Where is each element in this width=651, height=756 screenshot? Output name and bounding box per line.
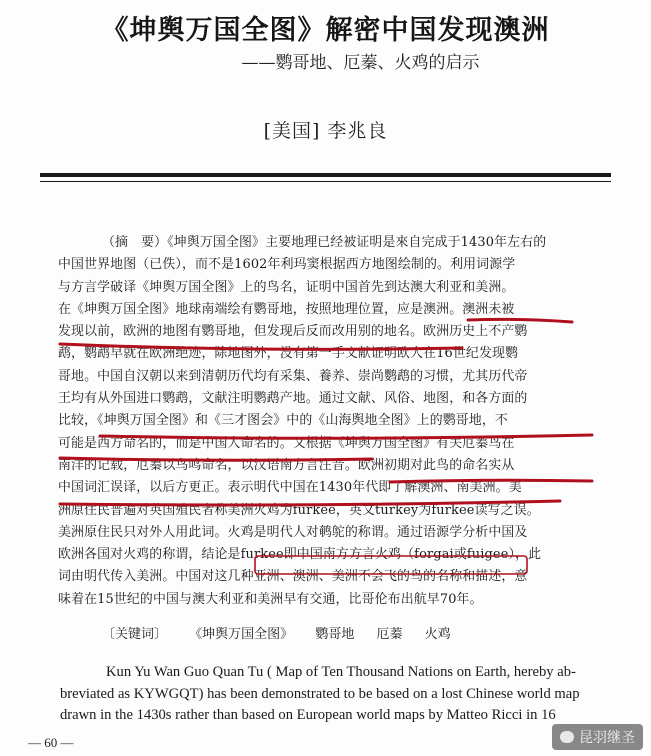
- abstract: [58, 232, 593, 611]
- abstract-line: 在《坤舆万国全图》地球南端绘有鹦哥地，按照地理位置，应是澳洲。澳洲未被: [58, 301, 515, 317]
- page-number: — 60 —: [28, 735, 74, 750]
- abstract-line: 可能是西方命名的，而是中国人命名的。又根据《坤舆万国全图》有关厄蓁鸟在: [58, 435, 515, 451]
- abstract-line: 与方言学破译《坤舆万国全图》上的鸟名，证明中国首先到达澳大利亚和美洲。: [58, 279, 515, 295]
- keyword: 《坤舆万国全图》: [189, 627, 294, 642]
- header-rule-thick: [40, 173, 611, 177]
- english-line: breviated as KYWGQT) has been demonstrated to be based on a lost Chinese world map: [60, 685, 580, 702]
- author-line: [美国] 李兆良: [263, 120, 388, 142]
- english-abstract: [60, 662, 620, 727]
- english-line: drawn in the 1430s rather than based on European world maps by Matteo Ricci in 16: [60, 707, 556, 723]
- abstract-line: （摘 要）《坤舆万国全图》主要地理已经被证明是來自完成于1430年左右的: [102, 235, 547, 250]
- keywords-label: 〔关键词〕: [102, 627, 168, 642]
- abstract-line: 中国词汇误译，以后方更正。表示明代中国在1430年代即了解澳洲、南美洲。美: [58, 480, 522, 496]
- article-title: 《坤舆万国全图》解密中国发现澳洲: [101, 15, 550, 46]
- keyword: 鹦哥地: [315, 627, 355, 642]
- abstract-line: 欧洲各国对火鸡的称谓，结论是furkee即中国南方方言火鸡（forgai或fuigee），此: [58, 547, 542, 563]
- abstract-line: 洲原住民普遍对英国殖民者称美洲火鸡为furkee，英文turkey为furkee读写之误。: [58, 502, 540, 518]
- abstract-line: 王均有从外国进口鹦鹉，文献注明鹦鹉产地。通过文献、风俗、地图，和各方面的: [58, 391, 528, 407]
- abstract-line: 味着在15世纪的中国与澳大利亚和美洲早有交通，比哥伦布出航早70年。: [58, 591, 483, 607]
- keyword: 厄蓁: [376, 627, 403, 642]
- abstract-line: 鹉，鹦鹉早就在欧洲绝迹，除地图外，没有第一手文献证明欧人在16世纪发现鹦: [58, 346, 519, 362]
- abstract-line: 比较，《坤舆万国全图》和《三才图会》中的《山海舆地全图》上的鹦哥地，不: [58, 413, 508, 429]
- english-line: Kun Yu Wan Guo Quan Tu ( Map of Ten Thousand Nations on Earth, hereby ab-: [106, 664, 576, 680]
- abstract-line: 发现以前，欧洲的地图有鹦哥地，但发现后反而改用别的地名。欧洲历史上不产鹦: [58, 324, 528, 340]
- abstract-line: 哥地。中国自汉朝以来到清朝历代均有采集、養养、崇尚鹦鹉的习惯，尤其历代帝: [58, 368, 528, 384]
- watermark: [552, 724, 643, 750]
- keyword: 火鸡: [424, 627, 451, 642]
- chat-bubble-icon: [560, 731, 574, 743]
- watermark-text: 昆羽继圣: [579, 730, 635, 746]
- abstract-line: 词由明代传入美洲。中国对这几种亚洲、澳洲、美洲不会飞的鸟的名称和描述，意: [58, 569, 528, 585]
- header-rule-thin: [40, 181, 611, 182]
- abstract-line: 中国世界地图（已佚），而不是1602年利玛窦根据西方地图绘制的。利用词源学: [58, 257, 516, 273]
- abstract-line: 美洲原住民只对外人用此词。火鸡是明代人对鹌鸵的称谓。通过语源学分析中国及: [58, 524, 528, 540]
- abstract-line: 南洋的记载，厄蓁以鸟鸣命名，以汉语南方言注音。欧洲初期对此鸟的命名实从: [58, 457, 515, 473]
- keywords: [102, 623, 469, 642]
- article-subtitle: ——鹦哥地、厄蓁、火鸡的启示: [241, 53, 480, 73]
